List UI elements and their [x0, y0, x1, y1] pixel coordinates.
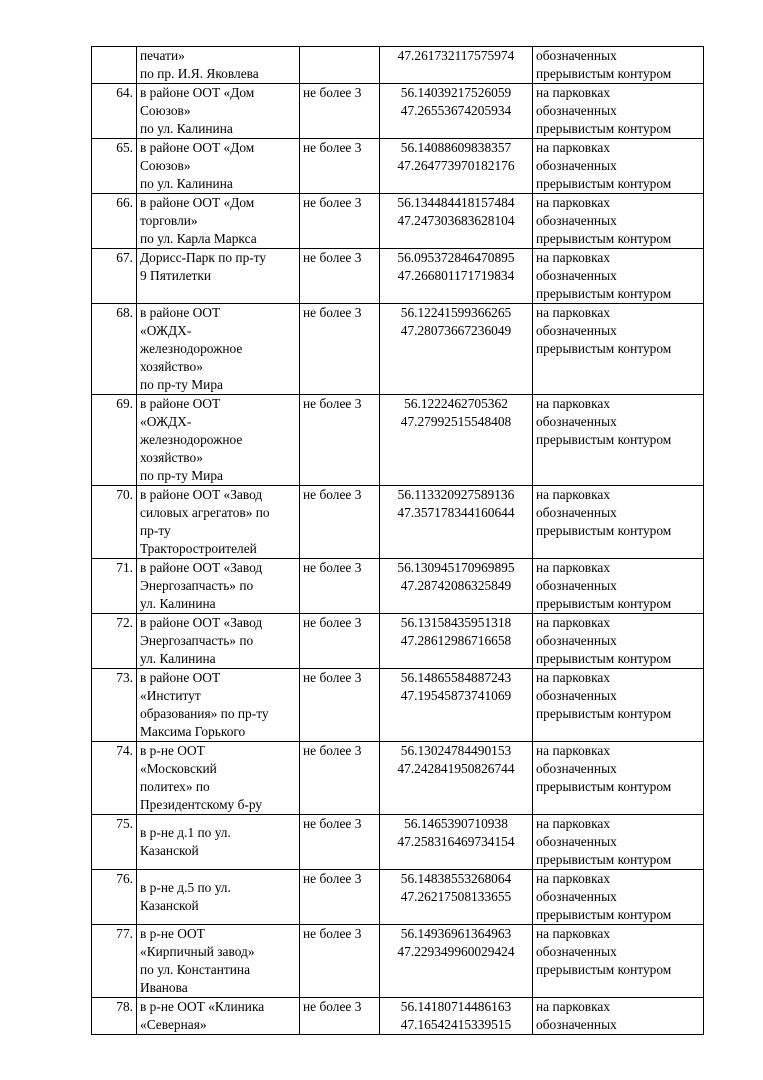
latitude-text: 56.134484418157484	[397, 195, 515, 210]
row-number-text: 66.	[116, 195, 133, 210]
note-cell-text: на парковках обозначенных прерывистым контуром	[536, 396, 672, 447]
row-number	[92, 742, 137, 815]
location-cell	[137, 84, 300, 139]
table-row	[92, 925, 704, 998]
table-row	[92, 669, 704, 742]
longitude-text: 47.26553674205934	[400, 103, 512, 118]
location-cell	[137, 742, 300, 815]
count-cell-text: не более 3	[303, 487, 362, 502]
count-cell	[300, 139, 380, 194]
table-row	[92, 998, 704, 1035]
row-number-text: 73.	[116, 670, 133, 685]
note-cell-text: на парковках обозначенных прерывистым контуром	[536, 816, 672, 867]
location-cell	[137, 139, 300, 194]
coordinates-cell	[380, 395, 533, 486]
latitude-text: 56.113320927589136	[397, 487, 515, 502]
location-cell-text: в районе ООТ «Завод Энергозапчасть» по ул. Калинина	[140, 615, 263, 666]
latitude-text: 56.14865584887243	[400, 670, 512, 685]
note-cell-text: на парковках обозначенных прерывистым контуром	[536, 250, 672, 301]
count-cell-text: не более 3	[303, 615, 362, 630]
note-cell	[533, 925, 704, 998]
count-cell	[300, 47, 380, 84]
location-cell	[137, 47, 300, 84]
count-cell-text: не более 3	[303, 250, 362, 265]
longitude-text: 47.261732117575974	[397, 48, 515, 63]
latitude-text: 56.13024784490153	[400, 743, 512, 758]
latitude-text: 56.1465390710938	[404, 816, 508, 831]
row-number	[92, 395, 137, 486]
count-cell-text: не более 3	[303, 140, 362, 155]
row-number-text: 68.	[116, 305, 133, 320]
count-cell	[300, 998, 380, 1035]
longitude-text: 47.28742086325849	[400, 578, 512, 593]
location-cell	[137, 870, 300, 925]
note-cell	[533, 304, 704, 395]
count-cell-text: не более 3	[303, 305, 362, 320]
longitude-text: 47.26217508133655	[400, 889, 512, 904]
note-cell	[533, 815, 704, 870]
note-cell-text: на парковках обозначенных прерывистым контуром	[536, 487, 672, 538]
latitude-text: 56.14936961364963	[400, 926, 512, 941]
coordinates-cell	[380, 559, 533, 614]
location-cell	[137, 486, 300, 559]
count-cell-text: не более 3	[303, 999, 362, 1014]
row-number	[92, 669, 137, 742]
longitude-text: 47.27992515548408	[400, 414, 512, 429]
location-cell-text: в районе ООТ «Завод Энергозапчасть» по ул. Калинина	[140, 560, 263, 611]
table-row	[92, 486, 704, 559]
count-cell-text: не более 3	[303, 396, 362, 411]
count-cell	[300, 559, 380, 614]
note-cell	[533, 139, 704, 194]
row-number	[92, 84, 137, 139]
count-cell-text: не более 3	[303, 670, 362, 685]
count-cell-text: не более 3	[303, 85, 362, 100]
coordinates-cell	[380, 84, 533, 139]
row-number-text: 69.	[116, 396, 133, 411]
count-cell	[300, 925, 380, 998]
count-cell-text: не более 3	[303, 871, 362, 886]
location-cell-text: в районе ООТ «Дом Союзов» по ул. Калинина	[140, 140, 255, 191]
location-cell	[137, 614, 300, 669]
row-number	[92, 925, 137, 998]
coordinates-cell	[380, 139, 533, 194]
location-cell-text: в р-не д.1 по ул. Казанской	[140, 825, 231, 858]
row-number	[92, 815, 137, 870]
longitude-text: 47.264773970182176	[397, 158, 515, 173]
note-cell-text: на парковках обозначенных прерывистым контуром	[536, 926, 672, 977]
row-number	[92, 304, 137, 395]
table-row	[92, 614, 704, 669]
latitude-text: 56.14088609838357	[400, 140, 512, 155]
coordinates-cell	[380, 47, 533, 84]
row-number	[92, 998, 137, 1035]
note-cell-text: обозначенных прерывистым контуром	[536, 48, 672, 81]
note-cell-text: на парковках обозначенных прерывистым контуром	[536, 140, 672, 191]
table-row	[92, 304, 704, 395]
latitude-text: 56.095372846470895	[397, 250, 515, 265]
count-cell-text: не более 3	[303, 195, 362, 210]
row-number	[92, 249, 137, 304]
row-number-text: 74.	[116, 743, 133, 758]
note-cell-text: на парковках обозначенных прерывистым контуром	[536, 560, 672, 611]
table-row	[92, 815, 704, 870]
longitude-text: 47.229349960029424	[397, 944, 515, 959]
location-cell-text: печати» по пр. И.Я. Яковлева	[140, 48, 259, 81]
latitude-text: 56.13158435951318	[400, 615, 512, 630]
location-cell	[137, 998, 300, 1035]
location-cell	[137, 194, 300, 249]
row-number	[92, 870, 137, 925]
location-cell	[137, 815, 300, 870]
note-cell	[533, 870, 704, 925]
location-cell-text: в р-не д.5 по ул. Казанской	[140, 880, 231, 913]
count-cell-text: не более 3	[303, 743, 362, 758]
longitude-text: 47.258316469734154	[397, 834, 515, 849]
count-cell	[300, 395, 380, 486]
parking-table	[91, 46, 704, 1035]
row-number-text: 78.	[116, 999, 133, 1014]
location-cell	[137, 249, 300, 304]
coordinates-cell	[380, 304, 533, 395]
coordinates-cell	[380, 486, 533, 559]
coordinates-cell	[380, 742, 533, 815]
table-row	[92, 742, 704, 815]
table-row	[92, 47, 704, 84]
count-cell	[300, 669, 380, 742]
row-number	[92, 194, 137, 249]
note-cell	[533, 998, 704, 1035]
count-cell	[300, 742, 380, 815]
table-row	[92, 395, 704, 486]
location-cell-text: в районе ООТ «Дом торговли» по ул. Карла Маркса	[140, 195, 257, 246]
note-cell	[533, 194, 704, 249]
note-cell	[533, 395, 704, 486]
location-cell	[137, 304, 300, 395]
count-cell	[300, 486, 380, 559]
row-number	[92, 47, 137, 84]
note-cell-text: на парковках обозначенных прерывистым контуром	[536, 743, 672, 794]
latitude-text: 56.14838553268064	[400, 871, 512, 886]
note-cell	[533, 742, 704, 815]
location-cell-text: в районе ООТ «Институт образования» по пр-ту Максима Горького	[140, 670, 269, 739]
note-cell	[533, 84, 704, 139]
note-cell-text: на парковках обозначенных прерывистым контуром	[536, 871, 672, 922]
coordinates-cell	[380, 614, 533, 669]
table-row	[92, 249, 704, 304]
table-row	[92, 559, 704, 614]
longitude-text: 47.28612986716658	[400, 633, 512, 648]
row-number-text: 70.	[116, 487, 133, 502]
latitude-text: 56.12241599366265	[400, 305, 512, 320]
location-cell-text: в районе ООТ «Завод силовых агрегатов» по пр-ту Тракторостроителей	[140, 487, 270, 556]
count-cell	[300, 815, 380, 870]
coordinates-cell	[380, 249, 533, 304]
note-cell-text: на парковках обозначенных прерывистым контуром	[536, 305, 672, 356]
row-number-text: 65.	[116, 140, 133, 155]
note-cell-text: на парковках обозначенных прерывистым контуром	[536, 670, 672, 721]
coordinates-cell	[380, 815, 533, 870]
row-number-text: 72.	[116, 615, 133, 630]
location-cell-text: в районе ООТ «Дом Союзов» по ул. Калинина	[140, 85, 255, 136]
coordinates-cell	[380, 194, 533, 249]
note-cell	[533, 486, 704, 559]
location-cell-text: в р-не ООТ «Московский политех» по Президентскому б-ру	[140, 743, 263, 812]
count-cell-text: не более 3	[303, 560, 362, 575]
count-cell	[300, 304, 380, 395]
location-cell-text: в р-не ООТ «Клиника «Северная»	[140, 999, 265, 1032]
row-number-text: 76.	[116, 871, 133, 886]
note-cell-text: на парковках обозначенных	[536, 999, 617, 1032]
table-row	[92, 194, 704, 249]
longitude-text: 47.28073667236049	[400, 323, 512, 338]
note-cell-text: на парковках обозначенных прерывистым контуром	[536, 85, 672, 136]
latitude-text: 56.1222462705362	[404, 396, 508, 411]
location-cell-text: в р-не ООТ «Кирпичный завод» по ул. Константина Иванова	[140, 926, 255, 995]
count-cell	[300, 84, 380, 139]
table-row	[92, 870, 704, 925]
latitude-text: 56.14039217526059	[400, 85, 512, 100]
count-cell	[300, 249, 380, 304]
row-number-text: 64.	[116, 85, 133, 100]
row-number	[92, 486, 137, 559]
note-cell	[533, 614, 704, 669]
coordinates-cell	[380, 998, 533, 1035]
row-number	[92, 614, 137, 669]
row-number-text: 71.	[116, 560, 133, 575]
count-cell-text: не более 3	[303, 926, 362, 941]
latitude-text: 56.14180714486163	[400, 999, 512, 1014]
row-number	[92, 139, 137, 194]
count-cell	[300, 194, 380, 249]
location-cell	[137, 925, 300, 998]
longitude-text: 47.357178344160644	[397, 505, 515, 520]
coordinates-cell	[380, 925, 533, 998]
longitude-text: 47.266801171719834	[397, 268, 515, 283]
row-number-text: 77.	[116, 926, 133, 941]
coordinates-cell	[380, 870, 533, 925]
longitude-text: 47.247303683628104	[397, 213, 515, 228]
row-number-text: 67.	[116, 250, 133, 265]
count-cell	[300, 614, 380, 669]
longitude-text: 47.19545873741069	[400, 688, 512, 703]
coordinates-cell	[380, 669, 533, 742]
table-row	[92, 139, 704, 194]
location-cell-text: Дорисс-Парк по пр-ту 9 Пятилетки	[140, 250, 267, 283]
note-cell	[533, 669, 704, 742]
longitude-text: 47.16542415339515	[400, 1017, 512, 1032]
count-cell	[300, 870, 380, 925]
row-number	[92, 559, 137, 614]
location-cell	[137, 395, 300, 486]
note-cell-text: на парковках обозначенных прерывистым контуром	[536, 195, 672, 246]
longitude-text: 47.242841950826744	[397, 761, 515, 776]
note-cell	[533, 47, 704, 84]
latitude-text: 56.130945170969895	[397, 560, 515, 575]
location-cell	[137, 559, 300, 614]
location-cell-text: в районе ООТ «ОЖДХ- железнодорожное хозяйство» по пр-ту Мира	[140, 305, 243, 392]
note-cell	[533, 249, 704, 304]
table-body	[92, 47, 704, 1035]
location-cell	[137, 669, 300, 742]
table-row	[92, 84, 704, 139]
note-cell-text: на парковках обозначенных прерывистым контуром	[536, 615, 672, 666]
row-number-text: 75.	[116, 816, 133, 831]
note-cell	[533, 559, 704, 614]
count-cell-text: не более 3	[303, 816, 362, 831]
location-cell-text: в районе ООТ «ОЖДХ- железнодорожное хозяйство» по пр-ту Мира	[140, 396, 243, 483]
